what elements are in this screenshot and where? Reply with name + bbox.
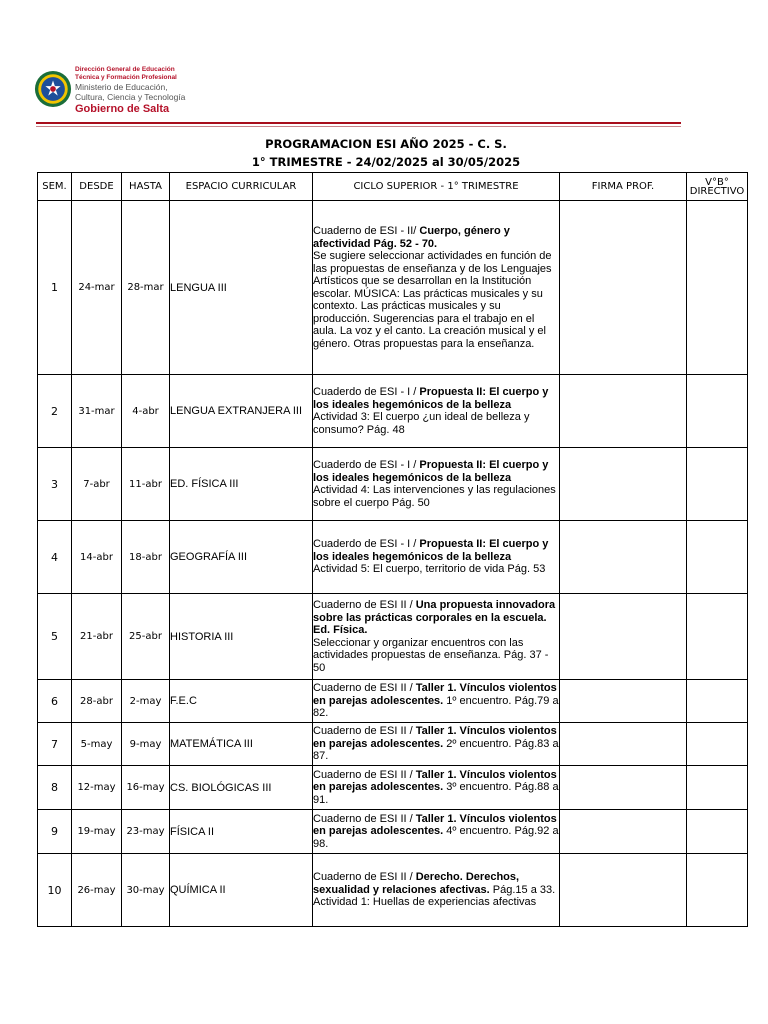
ciclo-pages: 3º encuentro. Pág.88 a 91. [313,781,559,806]
hasta-cell: 2-may [122,680,170,723]
vobo-cell [687,594,748,680]
ciclo-source: Cuaderno de ESI II / [313,812,416,825]
desde-cell: 14-abr [72,521,122,594]
ciclo-topic: Propuesta II: El cuerpo y los ideales hegemónicos de la belleza [313,538,549,563]
table-row [38,521,748,594]
sem-cell: 1 [38,201,72,375]
ciclo-detail: Actividad 5: El cuerpo, territorio de vida Pág. 53 [313,563,546,576]
vobo-cell [687,854,748,927]
sem-cell: 2 [38,375,72,448]
document-subtitle: 1° TRIMESTRE - 24/02/2025 al 30/05/2025 [251,155,521,169]
ciclo-detail: Seleccionar y organizar encuentros con las actividades propuestas de enseñanza. Pág. 37 - 50 [313,636,549,674]
ciclo-detail: Actividad 1: Huellas de experiencias afectivas [313,896,537,909]
ciclo-cell [313,448,560,521]
document-title: PROGRAMACION ESI AÑO 2025 - C. S. [265,137,507,151]
ciclo-cell [313,375,560,448]
hasta-cell: 18-abr [122,521,170,594]
table-row [38,723,748,766]
vobo-cell [687,723,748,766]
vobo-cell [687,766,748,810]
hasta-cell: 16-may [122,766,170,810]
table-row [38,810,748,854]
ciclo-pages: Pág.15 a 33. [489,883,556,896]
ciclo-pages: 4º encuentro. Pág.92 a 98. [313,825,559,850]
sem-cell: 8 [38,766,72,810]
ciclo-topic: Taller 1. Vínculos violentos en parejas adolescentes. [313,768,557,794]
header-rule-thin [36,126,681,127]
table-row [38,766,748,810]
vobo-cell [687,375,748,448]
desde-cell: 5-may [72,723,122,766]
col-firma: FIRMA PROF. [560,173,687,201]
firma-cell [560,375,687,448]
sem-cell: 7 [38,723,72,766]
ciclo-source: Cuaderno de ESI II / [313,725,416,738]
ciclo-cell [313,521,560,594]
desde-cell: 19-may [72,810,122,854]
ciclo-source: Cuaderno de ESI - II/ [313,225,420,237]
ciclo-cell [313,594,560,680]
hasta-cell: 23-may [122,810,170,854]
vobo-cell [687,448,748,521]
desde-cell: 31-mar [72,375,122,448]
desde-cell: 28-abr [72,680,122,723]
firma-cell [560,810,687,854]
ciclo-source: Cuaderno de ESI II / [313,599,416,611]
sem-cell: 9 [38,810,72,854]
espacio-cell: LENGUA III [170,201,313,375]
hasta-cell: 9-may [122,723,170,766]
table-row [38,448,748,521]
vobo-cell [687,521,748,594]
desde-cell: 7-abr [72,448,122,521]
sem-cell: 4 [38,521,72,594]
ciclo-topic: Taller 1. Vínculos violentos en parejas adolescentes. [313,812,557,838]
espacio-cell: GEOGRAFÍA III [170,521,313,594]
ciclo-cell [313,723,560,766]
firma-cell [560,766,687,810]
espacio-cell: QUÍMICA II [170,854,313,927]
ciclo-source: Cuaderno de ESI II / [313,768,416,781]
ciclo-cell [313,854,560,927]
col-sem: SEM. [38,173,72,201]
desde-cell: 24-mar [72,201,122,375]
ciclo-detail: Actividad 4: Las intervenciones y las regulaciones sobre el cuerpo Pág. 50 [313,484,556,509]
espacio-cell: HISTORIA III [170,594,313,680]
table-row [38,375,748,448]
table-row [38,680,748,723]
ciclo-detail: Se sugiere seleccionar actividades en función de las propuestas de enseñanza y de los Lenguajes Artísticos que se desarrollan en la Institución escolar. MÚSICA: Las prácticas musicales y su contexto. Las prácticas musicales y su producción. Sugerencias para el trabajo en el aula. La voz y el canto. La creación musical y el género. Otras propuestas para la enseñanza. [313,250,552,350]
espacio-cell: LENGUA EXTRANJERA III [170,375,313,448]
org-line-2: Técnica y Formación Profesional [75,74,177,81]
sem-cell: 5 [38,594,72,680]
sem-cell: 6 [38,680,72,723]
ciclo-topic: Propuesta II: El cuerpo y los ideales hegemónicos de la belleza [313,459,549,484]
ciclo-topic: Derecho. Derechos, sexualidad y relaciones afectivas. [313,871,520,896]
logo-text [75,66,185,116]
firma-cell [560,854,687,927]
hasta-cell: 25-abr [122,594,170,680]
header-row [38,173,748,201]
org-line-4: Cultura, Ciencia y Tecnología [75,92,186,102]
hasta-cell: 11-abr [122,448,170,521]
ciclo-topic: Taller 1. Vínculos violentos en parejas adolescentes. [313,682,557,707]
hasta-cell: 30-may [122,854,170,927]
sem-cell: 3 [38,448,72,521]
desde-cell: 12-may [72,766,122,810]
col-desde: DESDE [72,173,122,201]
ciclo-topic: Cuerpo, género y afectividad Pág. 52 - 70. [313,225,510,250]
org-line-1: Dirección General de Educación [75,66,175,73]
ciclo-cell [313,810,560,854]
table-row [38,201,748,375]
ciclo-topic: Una propuesta innovadora sobre las prácticas corporales en la escuela. Ed. Física. [313,599,556,636]
hasta-cell: 28-mar [122,201,170,375]
col-espacio: ESPACIO CURRICULAR [170,173,313,201]
org-line-5: Gobierno de Salta [75,103,170,115]
firma-cell [560,594,687,680]
vobo-cell [687,680,748,723]
hasta-cell: 4-abr [122,375,170,448]
ciclo-topic: Taller 1. Vínculos violentos en parejas adolescentes. [313,725,557,750]
salta-seal-icon [34,69,72,109]
ciclo-source: Cuaderdo de ESI - I / [313,459,420,471]
ciclo-detail: Actividad 3: El cuerpo ¿un ideal de belleza y consumo? Pág. 48 [313,411,530,436]
espacio-cell: CS. BIOLÓGICAS III [170,766,313,810]
ciclo-cell [313,680,560,723]
ciclo-source: Cuaderdo de ESI - I / [313,538,420,551]
col-ciclo: CICLO SUPERIOR - 1° TRIMESTRE [313,173,560,201]
schedule-table [37,172,748,927]
logo [34,66,209,122]
ciclo-cell [313,766,560,810]
ciclo-source: Cuaderdo de ESI - I / [313,386,420,398]
firma-cell [560,723,687,766]
espacio-cell: MATEMÁTICA III [170,723,313,766]
ciclo-source: Cuaderno de ESI II / [313,682,416,695]
ciclo-pages: 1º encuentro. Pág.79 a 82. [313,694,559,720]
espacio-cell: FÍSICA II [170,810,313,854]
header-rule [36,122,681,124]
col-hasta: HASTA [122,173,170,201]
desde-cell: 26-may [72,854,122,927]
ciclo-pages: 2º encuentro. Pág.83 a 87. [313,737,559,763]
ciclo-cell [313,201,560,375]
desde-cell: 21-abr [72,594,122,680]
vobo-cell [687,201,748,375]
col-vobo: V°B° DIRECTIVO [687,173,748,201]
espacio-cell: ED. FÍSICA III [170,448,313,521]
ciclo-source: Cuaderno de ESI II / [313,871,416,884]
table-row [38,854,748,927]
org-line-3: Ministerio de Educación, [75,82,168,92]
firma-cell [560,201,687,375]
firma-cell [560,521,687,594]
firma-cell [560,680,687,723]
ciclo-topic: Propuesta II: El cuerpo y los ideales hegemónicos de la belleza [313,386,549,411]
sem-cell: 10 [38,854,72,927]
espacio-cell: F.E.C [170,680,313,723]
table-row [38,594,748,680]
vobo-cell [687,810,748,854]
firma-cell [560,448,687,521]
